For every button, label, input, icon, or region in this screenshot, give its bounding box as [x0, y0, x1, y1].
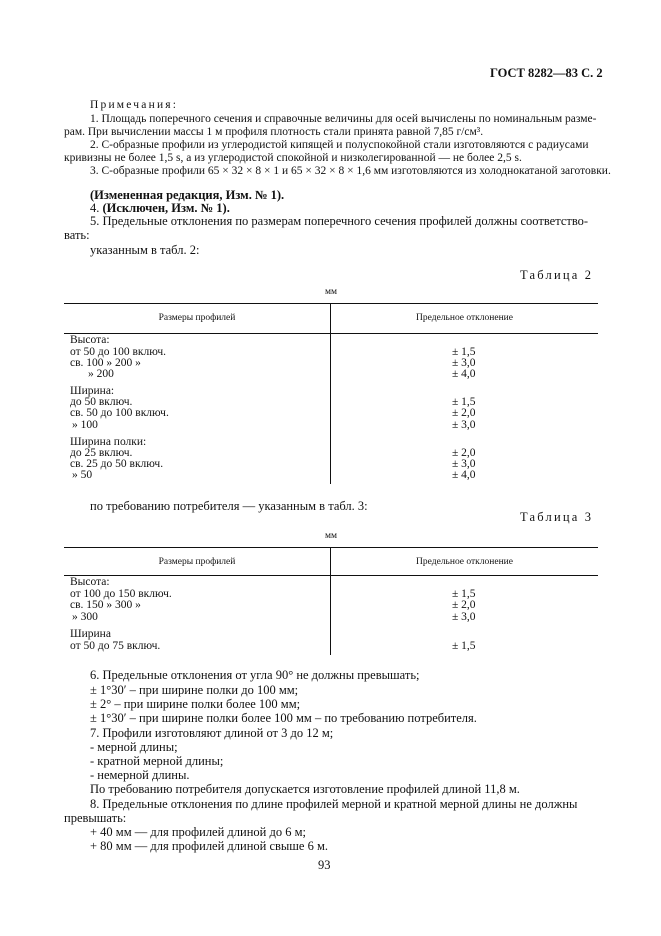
- table-3-row-label: от 100 до 150 включ.: [70, 588, 172, 600]
- table-2-top-rule: [64, 303, 598, 304]
- table-2-row-label: до 25 включ.: [70, 447, 133, 459]
- note-2-line-1: 2. С-образные профили из углеродистой кипящей и полуспокойной стали изготовляются с радиусами: [90, 139, 589, 151]
- table-3-unit: мм: [325, 531, 338, 541]
- para-8-item-2: + 80 мм — для профилей длиной свыше 6 м.: [90, 839, 329, 853]
- table-2-row-label: до 50 включ.: [70, 396, 133, 408]
- edition-note: (Измененная редакция, Изм. № 1).: [90, 188, 285, 202]
- para-7: 7. Профили изготовляют длиной от 3 до 12 м;: [90, 726, 334, 740]
- table-2-group-title: Ширина полки:: [70, 436, 147, 448]
- table-2-row-label: » 50: [72, 469, 93, 481]
- para-5-line-1: 5. Предельные отклонения по размерам поперечного сечения профилей должны соответство-: [90, 214, 589, 228]
- table-3-group-title: Ширина: [70, 628, 111, 640]
- notes-title: Примечания:: [90, 99, 179, 111]
- table-3-row-value: ± 3,0: [452, 611, 476, 623]
- table-3-row-label: от 50 до 75 включ.: [70, 640, 161, 652]
- table-2-row-label: » 200: [88, 368, 114, 380]
- table-2-row-value: ± 1,5: [452, 346, 476, 358]
- table-2-row-value: ± 1,5: [452, 396, 476, 408]
- para-5-line-3: указанным в табл. 2:: [90, 243, 200, 257]
- table-3-row-label: св. 150 » 300 »: [70, 599, 141, 611]
- table-3-col-sizes: Размеры профилей: [158, 557, 236, 567]
- table-3-intro: по требованию потребителя — указанным в табл. 3:: [90, 499, 368, 513]
- para-8-item-1: + 40 мм — для профилей длиной до 6 м;: [90, 825, 306, 839]
- para-7-item-2: - кратной мерной длины;: [90, 754, 224, 768]
- table-2-col-sizes: Размеры профилей: [158, 313, 236, 323]
- note-3: 3. С-образные профили 65 × 32 × 8 × 1 и 65 × 32 × 8 × 1,6 мм изготовляются из холоднокатаной заготовки.: [90, 165, 611, 177]
- table-2-row-label: » 100: [72, 419, 98, 431]
- para-6-item-2: ± 2° – при ширине полки более 100 мм;: [90, 697, 301, 711]
- table-3-group-title: Высота:: [70, 576, 110, 588]
- para-5-line-2: вать:: [64, 228, 90, 242]
- para-6-item-1: ± 1°30′ – при ширине полки до 100 мм;: [90, 683, 299, 697]
- table-2-column-divider: [330, 303, 331, 484]
- para-4-number: 4.: [90, 201, 103, 215]
- para-7-item-3: - немерной длины.: [90, 768, 190, 782]
- table-2-row-value: ± 2,0: [452, 447, 476, 459]
- table-2-unit: мм: [325, 287, 338, 297]
- table-3-col-deviation: Предельное отклонение: [416, 557, 513, 567]
- table-3-row-label: » 300: [72, 611, 98, 623]
- table-3-row-value: ± 1,5: [452, 588, 476, 600]
- table-2-group-title: Высота:: [70, 334, 110, 346]
- note-2-line-2: кривизны не более 1,5 s, а из углеродистой спокойной и низколегированной — не более 2,5 s.: [64, 152, 522, 164]
- table-2-row-value: ± 3,0: [452, 357, 476, 369]
- note-1-line-2: рам. При вычислении массы 1 м профиля плотность стали принята равной 7,85 г/см³.: [64, 126, 484, 138]
- para-7-note: По требованию потребителя допускается изготовление профилей длиной 11,8 м.: [90, 782, 520, 796]
- table-2-row-label: св. 100 » 200 »: [70, 357, 141, 369]
- table-3-row-value: ± 1,5: [452, 640, 476, 652]
- para-6: 6. Предельные отклонения от угла 90° не должны превышать;: [90, 668, 420, 682]
- doc-header: ГОСТ 8282—83 С. 2: [490, 66, 603, 80]
- table-2-group-title: Ширина:: [70, 385, 115, 397]
- para-8-line-1: 8. Предельные отклонения по длине профилей мерной и кратной мерной длины не должны: [90, 797, 578, 811]
- table-3-caption: Таблица 3: [520, 510, 594, 524]
- table-2-row-value: ± 3,0: [452, 419, 476, 431]
- table-3-row-value: ± 2,0: [452, 599, 476, 611]
- para-4-text: (Исключен, Изм. № 1).: [102, 201, 230, 215]
- page-number: 93: [318, 858, 331, 872]
- table-2-header-rule: [64, 333, 598, 334]
- table-2-col-deviation: Предельное отклонение: [416, 313, 513, 323]
- table-2-row-value: ± 3,0: [452, 458, 476, 470]
- table-3-header-rule: [64, 575, 598, 576]
- para-8-line-2: превышать:: [64, 811, 127, 825]
- para-6-item-3: ± 1°30′ – при ширине полки более 100 мм – по требованию потребителя.: [90, 711, 477, 725]
- table-2-row-value: ± 4,0: [452, 469, 476, 481]
- table-2-row-label: св. 25 до 50 включ.: [70, 458, 164, 470]
- table-2-caption: Таблица 2: [520, 268, 594, 282]
- para-7-item-1: - мерной длины;: [90, 740, 178, 754]
- table-2-row-label: от 50 до 100 включ.: [70, 346, 167, 358]
- para-4: [90, 201, 230, 215]
- note-1-line-1: 1. Площадь поперечного сечения и справочные величины для осей вычислены по номинальным разме-: [90, 113, 597, 125]
- table-2-row-value: ± 4,0: [452, 368, 476, 380]
- table-3-top-rule: [64, 547, 598, 548]
- table-2-row-value: ± 2,0: [452, 407, 476, 419]
- table-2-row-label: св. 50 до 100 включ.: [70, 407, 169, 419]
